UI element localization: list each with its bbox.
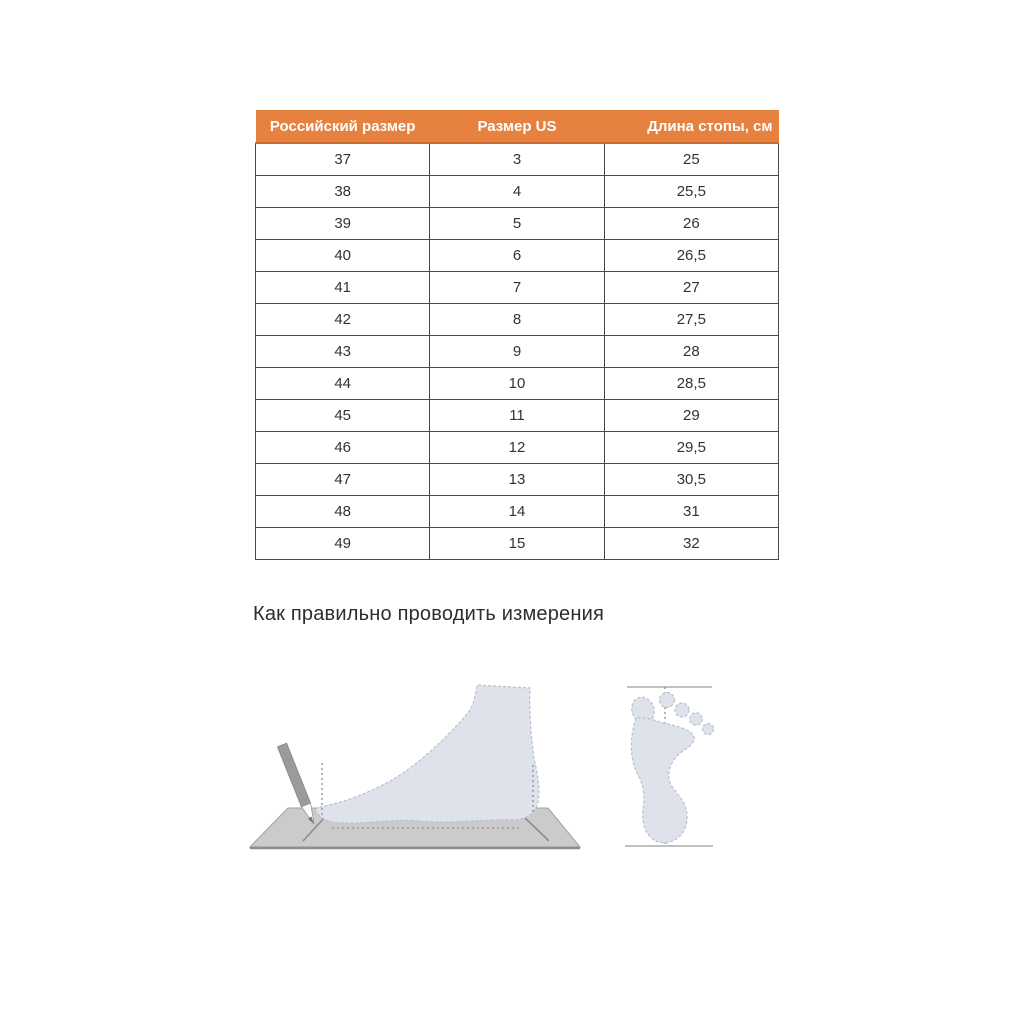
table-cell: 25,5	[604, 175, 778, 207]
pencil-body	[277, 743, 310, 807]
column-header-us-size: Размер US	[430, 110, 604, 143]
table-row	[256, 303, 779, 335]
table-cell: 31	[604, 495, 778, 527]
table-cell: 42	[256, 303, 430, 335]
table-cell: 26	[604, 207, 778, 239]
table-cell: 38	[256, 175, 430, 207]
table-cell: 49	[256, 527, 430, 559]
table-row	[256, 367, 779, 399]
table-cell: 41	[256, 271, 430, 303]
table-cell: 48	[256, 495, 430, 527]
footprint-sole	[631, 718, 694, 843]
table-cell: 6	[430, 239, 604, 271]
column-header-foot-length: Длина стопы, см	[604, 110, 778, 143]
table-cell: 9	[430, 335, 604, 367]
table-cell: 7	[430, 271, 604, 303]
table-cell: 27	[604, 271, 778, 303]
table-cell: 3	[430, 143, 604, 175]
table-cell: 8	[430, 303, 604, 335]
table-cell: 25	[604, 143, 778, 175]
header-row	[256, 110, 779, 143]
table-row	[256, 335, 779, 367]
table-row	[256, 495, 779, 527]
table-cell: 47	[256, 463, 430, 495]
size-table-body	[256, 143, 779, 559]
table-cell: 4	[430, 175, 604, 207]
toe-2	[660, 693, 675, 708]
table-cell: 5	[430, 207, 604, 239]
table-cell: 29,5	[604, 431, 778, 463]
column-header-ru-size: Российский размер	[256, 110, 430, 143]
table-cell: 45	[256, 399, 430, 431]
table-cell: 28	[604, 335, 778, 367]
size-table-container	[255, 110, 779, 560]
size-table	[255, 110, 779, 560]
table-cell: 30,5	[604, 463, 778, 495]
table-cell: 43	[256, 335, 430, 367]
table-row	[256, 207, 779, 239]
table-cell: 39	[256, 207, 430, 239]
table-row	[256, 527, 779, 559]
toe-4	[690, 713, 703, 726]
table-row	[256, 431, 779, 463]
table-row	[256, 399, 779, 431]
footprint-outline	[625, 687, 714, 846]
table-cell: 11	[430, 399, 604, 431]
table-cell: 27,5	[604, 303, 778, 335]
table-row	[256, 463, 779, 495]
table-row	[256, 175, 779, 207]
table-cell: 40	[256, 239, 430, 271]
table-cell: 28,5	[604, 367, 778, 399]
table-cell: 26,5	[604, 239, 778, 271]
table-cell: 37	[256, 143, 430, 175]
table-cell: 46	[256, 431, 430, 463]
foot-side-view	[315, 685, 539, 823]
table-cell: 12	[430, 431, 604, 463]
table-cell: 29	[604, 399, 778, 431]
table-cell: 32	[604, 527, 778, 559]
toe-3	[675, 703, 689, 717]
table-cell: 10	[430, 367, 604, 399]
table-cell: 15	[430, 527, 604, 559]
table-row	[256, 143, 779, 175]
table-row	[256, 239, 779, 271]
table-row	[256, 271, 779, 303]
size-table-header	[256, 110, 779, 143]
table-cell: 13	[430, 463, 604, 495]
measurement-illustration	[240, 660, 745, 880]
toe-5	[703, 724, 714, 735]
table-cell: 14	[430, 495, 604, 527]
measurement-section-heading: Как правильно проводить измерения	[253, 603, 605, 625]
table-cell: 44	[256, 367, 430, 399]
